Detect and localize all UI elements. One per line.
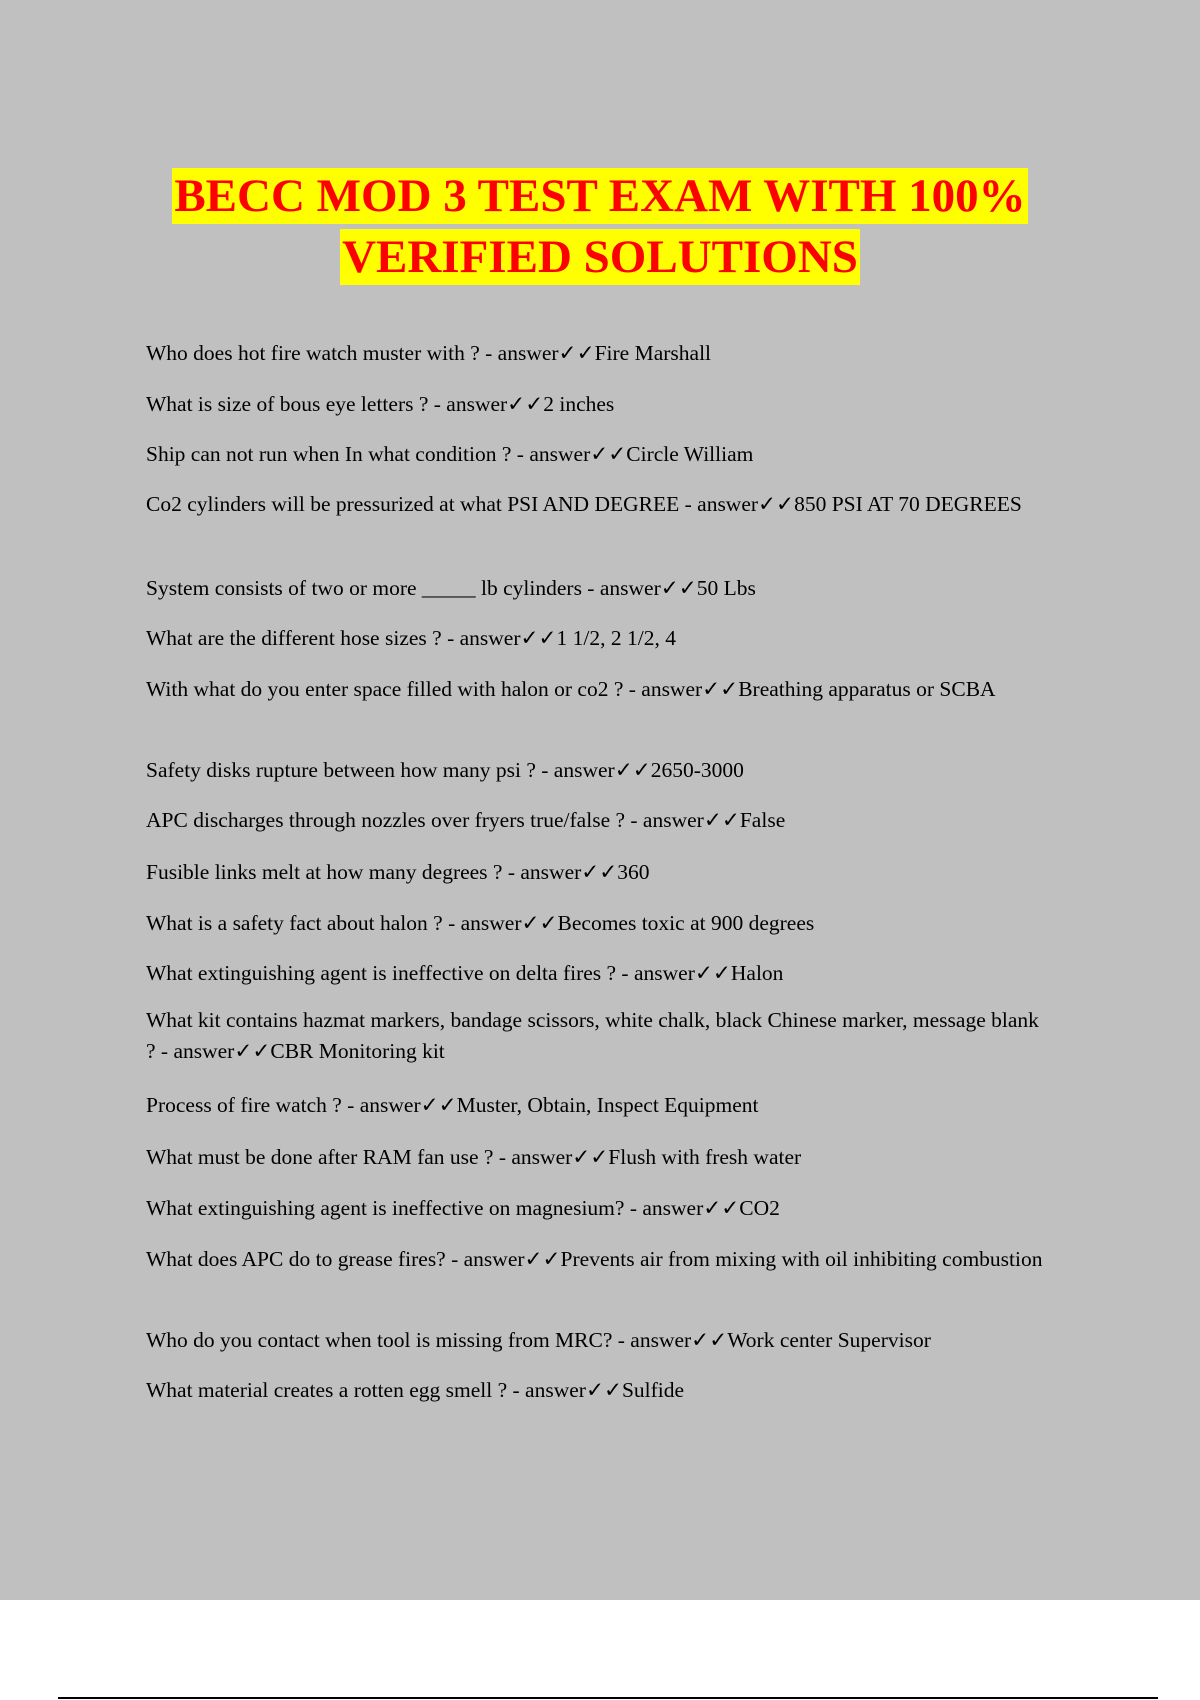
qa-item: What must be done after RAM fan use ? - answer✓✓Flush with fresh water (146, 1145, 802, 1169)
qa-item: What material creates a rotten egg smell ? - answer✓✓Sulfide (146, 1378, 685, 1402)
qa-item: What is a safety fact about halon ? - answer✓✓Becomes toxic at 900 degrees (146, 911, 815, 935)
footer-divider (58, 1697, 1158, 1699)
qa-item: What is size of bous eye letters ? - answer✓✓2 inches (146, 392, 615, 416)
qa-item: What extinguishing agent is ineffective on delta fires ? - answer✓✓Halon (146, 961, 784, 985)
document-title (0, 168, 1200, 290)
qa-item: Fusible links melt at how many degrees ? - answer✓✓360 (146, 860, 650, 884)
qa-item: APC discharges through nozzles over fryers true/false ? - answer✓✓False (146, 808, 786, 832)
qa-item: Safety disks rupture between how many psi ? - answer✓✓2650-3000 (146, 758, 744, 782)
qa-item: Who does hot fire watch muster with ? - answer✓✓Fire Marshall (146, 341, 712, 365)
qa-item: Ship can not run when In what condition ? - answer✓✓Circle William (146, 442, 754, 466)
title-line-2: VERIFIED SOLUTIONS (342, 231, 858, 283)
qa-item: Who do you contact when tool is missing from MRC? - answer✓✓Work center Supervisor (146, 1328, 931, 1352)
qa-item: What does APC do to grease fires? - answer✓✓Prevents air from mixing with oil inhibiting combustion (146, 1247, 1043, 1271)
qa-item: System consists of two or more _____ lb cylinders - answer✓✓50 Lbs (146, 576, 756, 600)
qa-item: Co2 cylinders will be pressurized at what PSI AND DEGREE - answer✓✓850 PSI AT 70 DEGREES (146, 492, 1022, 516)
qa-item: What extinguishing agent is ineffective on magnesium? - answer✓✓CO2 (146, 1196, 780, 1220)
qa-item: What are the different hose sizes ? - answer✓✓1 1/2, 2 1/2, 4 (146, 626, 676, 650)
title-line-1: BECC MOD 3 TEST EXAM WITH 100% (174, 170, 1026, 222)
qa-item: What kit contains hazmat markers, bandage scissors, white chalk, black Chinese marker, message blank ? - answer✓✓CBR Monitoring kit (146, 1008, 1039, 1063)
qa-item: Process of fire watch ? - answer✓✓Muster, Obtain, Inspect Equipment (146, 1093, 759, 1117)
qa-item: With what do you enter space filled with halon or co2 ? - answer✓✓Breathing apparatus or SCBA (146, 677, 996, 701)
